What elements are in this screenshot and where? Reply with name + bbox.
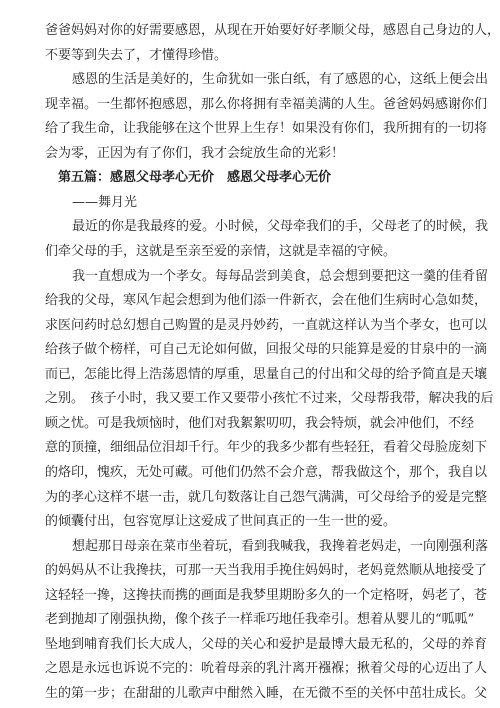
text-line: 为的孝心这样不堪一击，就几句数落让自己怨气满满，可父母给予的爱是完整 (45, 489, 488, 505)
text-line: 给孩子做个榜样，可自己无论如何做，回报父母的只能算是爱的甘泉中的一滴 (45, 342, 488, 358)
text-line: 我一直想成为一个孝女。每每品尝到美食，总会想到要把这一羹的佳肴留 (72, 268, 489, 284)
section-heading: 第五篇：感恩父母孝心无价 感恩父母孝心无价 (58, 170, 332, 186)
text-line: 想起那日母亲在菜市坐着玩，看到我喊我，我搀着老妈走，一向刚强利落 (72, 538, 489, 554)
text-line: 给了我生命，让我能够在这个世界上生存！如果没有你们，我所拥有的一切将 (45, 121, 488, 137)
text-line: 的烙印，愧疚，无处可藏。可他们仍然不会介意，帮我做这个，那个，我自以 (45, 465, 488, 480)
text-line: 生的第一步；在甜甜的儿歌声中酣然入睡，在无微不至的关怀中茁壮成长。父 (45, 686, 488, 701)
text-line: 给我的父母，寒风乍起会想到为他们添一件新衣，会在他们生病时心急如焚， (45, 293, 488, 309)
text-line: 爸爸妈妈对你的好需要感恩，从现在开始要好好孝顺父母，感恩自己身边的人， (45, 23, 500, 38)
text-line: 求医问药时总幻想自己购置的是灵丹妙药，一直就这样认为当个孝女，也可以 (45, 317, 488, 333)
text-line: 感恩的生活是美好的，生命犹如一张白纸，有了感恩的心，这纸上便会出 (72, 72, 489, 88)
text-line: 们牵父母的手，这就是至亲至爱的亲情，这就是幸福的守候。 (45, 244, 397, 259)
text-line: 坠地到哺育我们长大成人，父母的关心和爱护是最博大最无私的，父母的养育 (45, 636, 488, 652)
text-line: 的倾囊付出，包容宽厚让这爱成了世间真正的一生一世的爱。 (45, 514, 397, 530)
text-line: 现幸福。一生都怀抱感恩，那么你将拥有幸福美满的人生。爸爸妈妈感谢你们 (45, 96, 488, 112)
text-line: 会为零，正因为有了你们，我才会绽放生命的光彩！ (45, 145, 345, 161)
text-line: 的妈妈从不让我搀扶，可那一天当我用手挽住妈妈时，老妈竟然顺从地接受了 (45, 563, 488, 579)
text-line: 之别。 孩子小时，我又要工作又要带小孩忙不过来，父母帮我带，解决我的后 (45, 391, 494, 407)
text-line: 之恩是永远也诉说不完的：吮着母亲的乳汁离开襁褓；揪着父母的心迈出了人 (45, 661, 488, 677)
author-byline: ——舞月光 (72, 194, 138, 210)
text-line: 老到抛却了刚强执拗，像个孩子一样乖巧地任我牵引。想着从婴儿的“呱呱” (45, 612, 475, 628)
text-line: 顾之忧。可是我烦恼时，他们对我絮絮叨叨，我会特烦，就会冲他们，不经 (45, 415, 475, 431)
text-line: 最近的你是我最疼的爱。小时候，父母牵我们的手，父母老了的时候，我 (72, 219, 489, 235)
text-line: 这轻轻一搀，这搀扶而携的画面是我梦里期盼多久的一个定格呀，妈老了，苍 (45, 587, 488, 603)
text-line: 意的顶撞，细细品位泪却千行。年少的我多少都有些轻狂，看着父母脸庞刻下 (45, 440, 488, 456)
text-line: 而已，怎能比得上浩荡恩情的厚重，思量自己的付出和父母的给予简直是天壤 (45, 366, 488, 382)
text-line: 不要等到失去了，才懂得珍惜。 (45, 47, 228, 63)
